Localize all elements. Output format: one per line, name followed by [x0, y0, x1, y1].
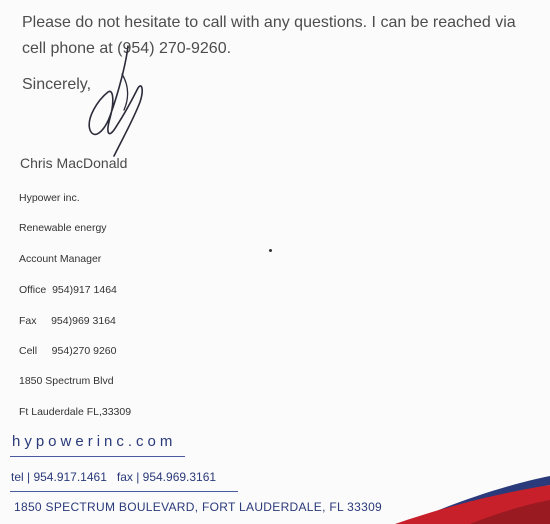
website-underline	[10, 456, 185, 457]
letterhead-address: 1850 SPECTRUM BOULEVARD, FORT LAUDERDALE, FL 33309	[14, 500, 383, 514]
company-name: Hypower inc.	[19, 192, 80, 204]
city-state-zip: Ft Lauderdale FL,33309	[19, 406, 132, 418]
cell-phone: Cell 954)270 9260	[19, 345, 117, 357]
scan-speck	[269, 249, 272, 252]
fax-number: Fax 954)969 3164	[19, 315, 116, 327]
closing: Sincerely,	[22, 76, 92, 93]
contact-numbers: tel | 954.917.1461 fax | 954.969.3161	[11, 470, 217, 484]
office-phone: Office 954)917 1464	[19, 284, 117, 296]
body-line-1: Please do not hesitate to call with any questions. I can be reached via	[22, 14, 516, 31]
street-address: 1850 Spectrum Blvd	[19, 375, 114, 387]
signer-name: Chris MacDonald	[20, 155, 128, 171]
body-line-2: cell phone at (954) 270-9260.	[22, 40, 232, 57]
division: Renewable energy	[19, 222, 107, 234]
website: hypowerinc.com	[12, 433, 177, 450]
job-title: Account Manager	[19, 253, 102, 265]
handwritten-signature	[84, 44, 154, 162]
contact-underline	[10, 491, 238, 492]
